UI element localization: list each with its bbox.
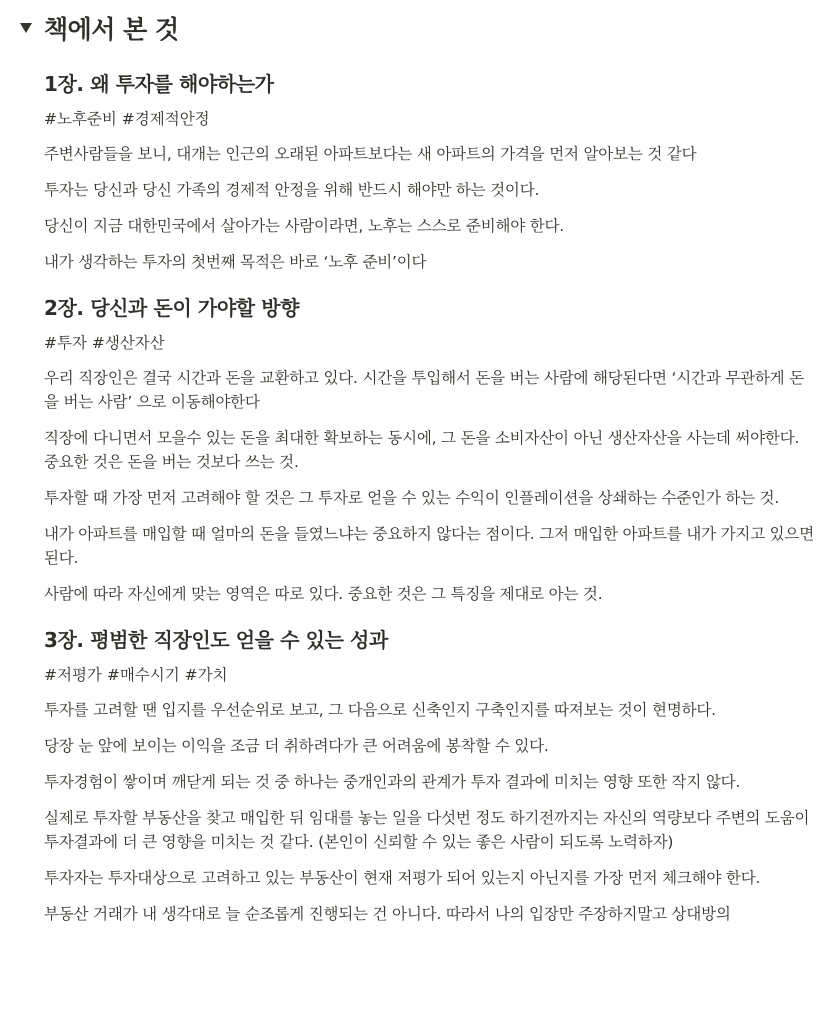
chapter-2 (44, 294, 814, 606)
paragraph[interactable]: 투자할 때 가장 먼저 고려해야 할 것은 그 투자로 얻을 수 있는 수익이 인플레이션을 상쇄하는 수준인가 하는 것. (44, 489, 780, 507)
toggle-heading[interactable]: 책에서 본 것 (44, 15, 179, 44)
chapter-heading[interactable]: 1장. 왜 투자를 해야하는가 (44, 72, 274, 96)
hashtags[interactable]: #저평가 #매수시기 #가치 (44, 666, 228, 684)
chapter-heading[interactable]: 3장. 평범한 직장인도 얻을 수 있는 성과 (44, 628, 388, 652)
toggle-triangle-icon[interactable] (20, 23, 32, 33)
chapter-1 (44, 70, 814, 274)
paragraph[interactable]: 투자는 당신과 당신 가족의 경제적 안정을 위해 반드시 해야만 하는 것이다. (44, 181, 540, 199)
paragraph[interactable]: 내가 생각하는 투자의 첫번째 목적은 바로 ‘노후 준비’이다 (44, 253, 427, 271)
hashtags[interactable]: #투자 #생산자산 (44, 334, 165, 352)
paragraph[interactable]: 우리 직장인은 결국 시간과 돈을 교환하고 있다. 시간을 투입해서 돈을 버는 사람에 해당된다면 ‘시간과 무관하게 돈을 버는 사람’ 으로 이동해야한다 (44, 369, 804, 411)
toggle-block[interactable] (14, 10, 179, 46)
paragraph[interactable]: 내가 아파트를 매입할 때 얼마의 돈을 들였느냐는 중요하지 않다는 점이다. 그저 매입한 아파트를 내가 가지고 있으면 된다. (44, 525, 814, 567)
paragraph[interactable]: 투자자는 투자대상으로 고려하고 있는 부동산이 현재 저평가 되어 있는지 아닌지를 가장 먼저 체크해야 한다. (44, 869, 761, 887)
chapter-3 (44, 626, 814, 926)
paragraph[interactable]: 당신이 지금 대한민국에서 살아가는 사람이라면, 노후는 스스로 준비해야 한다. (44, 217, 565, 235)
paragraph[interactable]: 주변사람들을 보니, 대개는 인근의 오래된 아파트보다는 새 아파트의 가격을 먼저 알아보는 것 같다 (44, 145, 697, 163)
paragraph[interactable]: 투자경험이 쌓이며 깨닫게 되는 것 중 하나는 중개인과의 관계가 투자 결과에 미치는 영향 또한 작지 않다. (44, 773, 741, 791)
hashtags[interactable]: #노후준비 #경제적안정 (44, 110, 210, 128)
paragraph[interactable]: 사람에 따라 자신에게 맞는 영역은 따로 있다. 중요한 것은 그 특징을 제대로 아는 것. (44, 585, 603, 603)
chapter-heading[interactable]: 2장. 당신과 돈이 가야할 방향 (44, 296, 300, 320)
paragraph[interactable]: 실제로 투자할 부동산을 찾고 매입한 뒤 임대를 놓는 일을 다섯번 정도 하기전까지는 자신의 역량보다 주변의 도움이 투자결과에 더 큰 영향을 미치는 것 같다. (본인이 신뢰할 수 있는 좋은 사람이 되도록 노력하자) (44, 809, 810, 851)
toggle-content (44, 70, 814, 946)
paragraph[interactable]: 투자를 고려할 땐 입지를 우선순위로 보고, 그 다음으로 신축인지 구축인지를 따져보는 것이 현명하다. (44, 701, 716, 719)
paragraph[interactable]: 당장 눈 앞에 보이는 이익을 조금 더 취하려다가 큰 어려움에 봉착할 수 있다. (44, 737, 549, 755)
paragraph[interactable]: 부동산 거래가 내 생각대로 늘 순조롭게 진행되는 건 아니다. 따라서 나의 입장만 주장하지말고 상대방의 (44, 905, 731, 923)
paragraph[interactable]: 직장에 다니면서 모을수 있는 돈을 최대한 확보하는 동시에, 그 돈을 소비자산이 아닌 생산자산을 사는데 써야한다. 중요한 것은 돈을 버는 것보다 쓰는 것. (44, 429, 800, 471)
